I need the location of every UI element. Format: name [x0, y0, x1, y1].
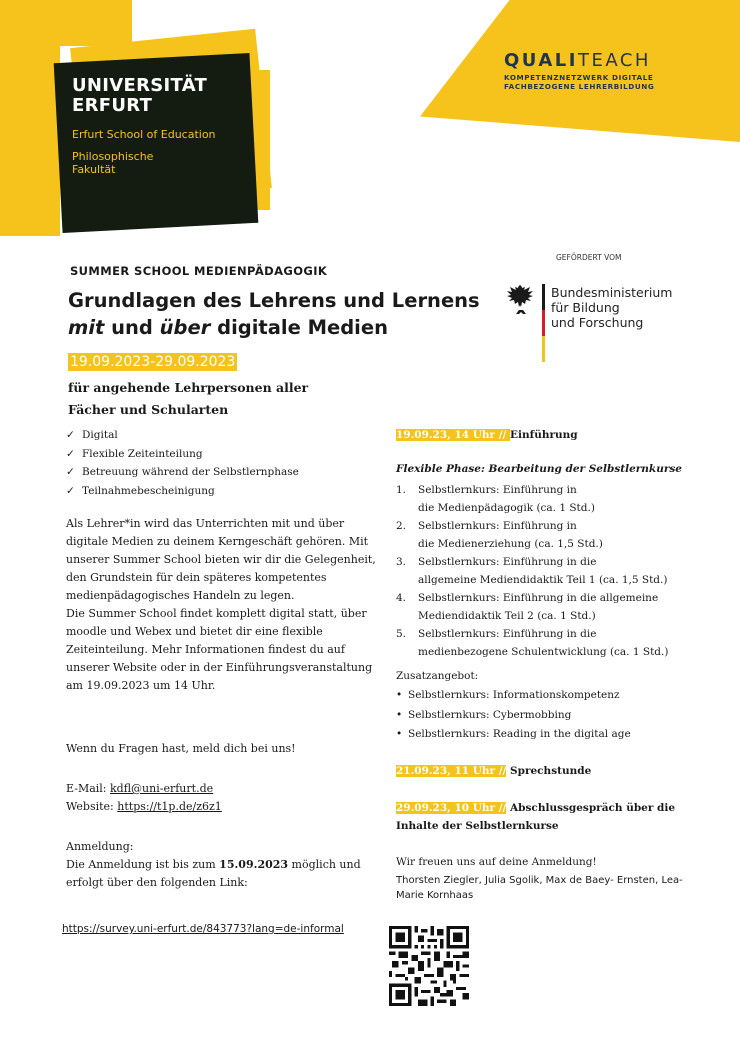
extra-label-text: Selbstlernkurs: Informationskompetenz — [408, 689, 620, 701]
format-text: Die Summer School findet komplett digital statt, über moodle und Webex und bietet dir eine flexible Zeiteinteilung. Mehr Informationen findest du auf unserer Website oder in der Einführungsveranstaltung am 19.09.2023 um 14 Uhr. — [66, 607, 373, 692]
check-icon: ✓ — [66, 447, 75, 460]
email-line — [66, 780, 382, 798]
course-item — [396, 589, 716, 625]
registration-deadline: 15.09.2023 — [219, 858, 289, 871]
faculty-name: Philosophische Fakultät — [72, 150, 154, 176]
course-text: Selbstlernkurs: Einführung in die Medienerziehung (ca. 1,5 Std.) — [418, 520, 603, 550]
course-number: 4. — [396, 592, 407, 604]
feature-item — [66, 463, 299, 482]
registration-pre: Die Anmeldung ist bis zum — [66, 858, 220, 871]
feature-list — [66, 426, 299, 500]
title-rest: digitale Medien — [210, 316, 388, 339]
registration-block — [66, 838, 382, 892]
bullet-icon: • — [396, 689, 403, 701]
check-icon: ✓ — [66, 429, 75, 441]
feature-item — [66, 426, 299, 445]
feature-label: Flexible Zeiteinteilung — [82, 447, 203, 460]
final-date: 29.09.23, 10 Uhr // — [396, 802, 507, 814]
feature-label: Betreuung während der Selbstlernphase — [82, 466, 299, 478]
title-und: und — [104, 316, 160, 339]
university-logo — [72, 76, 216, 176]
feature-label: Digital — [82, 429, 118, 441]
title-ueber: über — [159, 316, 211, 339]
qualiteach-title-thin: TEACH — [577, 50, 651, 71]
course-item — [396, 553, 716, 589]
course-text: Selbstlernkurs: Einführung in die medienbezogene Schulentwicklung (ca. 1 Std.) — [418, 628, 669, 658]
course-list — [396, 481, 716, 661]
intro-label: Einführung — [510, 429, 578, 441]
consult-date: 21.09.23, 11 Uhr // — [396, 765, 507, 777]
feature-item — [66, 445, 299, 464]
event-kicker: SUMMER SCHOOL MEDIENPÄDAGOGIK — [70, 264, 328, 278]
german-flag-bar — [542, 284, 545, 362]
course-text: Selbstlernkurs: Einführung in die Medienpädagogik (ca. 1 Std.) — [418, 484, 595, 514]
intro-date: 19.09.23, 14 Uhr — [396, 429, 496, 441]
schedule-consultation — [396, 762, 716, 780]
check-icon: ✓ — [66, 466, 75, 478]
website-label: Website: — [66, 800, 118, 813]
bullet-icon: • — [396, 728, 403, 740]
audience-line1: für angehende Lehrpersonen aller — [68, 380, 309, 395]
website-line — [66, 798, 382, 816]
course-number: 5. — [396, 628, 407, 640]
audience-line2: Fächer und Schularten — [68, 402, 229, 417]
target-audience — [68, 377, 308, 421]
event-title-line1: Grundlagen des Lehrens und Lernens — [68, 289, 480, 312]
event-title-line2 — [68, 314, 480, 341]
federal-eagle-icon — [504, 282, 538, 316]
check-icon: ✓ — [66, 484, 75, 497]
funding-label: GEFÖRDERT VOM — [556, 253, 622, 262]
final-label: Abschlussgespräch über die Inhalte der Selbstlernkurse — [396, 802, 676, 832]
extra-item — [396, 686, 631, 706]
yellow-shape-top — [56, 0, 132, 46]
course-item — [396, 625, 716, 661]
schedule-intro — [396, 426, 716, 444]
course-item — [396, 517, 716, 553]
extra-list — [396, 686, 631, 745]
qualiteach-logo — [504, 50, 654, 91]
extra-item — [396, 725, 631, 745]
course-number: 1. — [396, 484, 407, 496]
extra-label: Zusatzangebot: — [396, 670, 479, 682]
bullet-icon: • — [396, 708, 403, 721]
course-text: Selbstlernkurs: Einführung in die allgemeine Mediendidaktik Teil 1 (ca. 1,5 Std.) — [418, 556, 668, 586]
registration-text — [66, 856, 382, 892]
team-names: Thorsten Ziegler, Julia Sgolik, Max de Baey- Ernsten, Lea-Marie Kornhaas — [396, 875, 683, 901]
schedule-final — [396, 799, 696, 835]
intro-separator: // — [495, 429, 511, 441]
registration-post: möglich und erfolgt über den folgenden Link: — [66, 858, 361, 889]
school-name: Erfurt School of Education — [72, 128, 216, 141]
feature-label: Teilnahmebescheinigung — [82, 484, 215, 497]
phase-title: Flexible Phase: Bearbeitung der Selbstlernkurse — [396, 463, 682, 475]
email-link[interactable]: kdfl@uni-erfurt.de — [110, 782, 214, 795]
course-number: 3. — [396, 556, 407, 568]
event-title — [68, 287, 480, 341]
qualiteach-title — [504, 50, 654, 71]
course-number: 2. — [396, 520, 407, 532]
consult-label: Sprechstunde — [506, 765, 592, 777]
qualiteach-title-bold: QUALI — [504, 50, 578, 71]
extra-label-text: Selbstlernkurs: Reading in the digital age — [408, 728, 631, 740]
yellow-shape-left — [0, 0, 60, 236]
qualiteach-subtitle: KOMPETENZNETZWERK DIGITALE FACHBEZOGENE LEHRERBILDUNG — [504, 73, 655, 91]
university-name: UNIVERSITÄT ERFURT — [72, 75, 208, 116]
extra-label-text: Selbstlernkurs: Cybermobbing — [408, 708, 572, 721]
closing-text: Wir freuen uns auf deine Anmeldung! — [396, 856, 597, 868]
ministry-name: Bundesministerium für Bildung und Forschung — [551, 285, 673, 330]
email-label: E-Mail: — [66, 782, 111, 795]
registration-qr-code[interactable] — [389, 926, 469, 1006]
extra-item — [396, 706, 631, 726]
title-mit: mit — [68, 316, 105, 339]
questions-text: Wenn du Fragen hast, meld dich bei uns! — [66, 742, 296, 755]
registration-heading: Anmeldung: — [66, 840, 134, 853]
intro-text: Als Lehrer*in wird das Unterrichten mit und über digitale Medien zu deinem Kerngeschäft gehören. Mit unserer Summer School bieten wir dir die Gelegenheit, den Grundstein für dein späteres kompetentes medienpädagogisches Handeln zu legen. — [66, 517, 376, 602]
intro-paragraph — [66, 515, 382, 695]
website-link[interactable]: https://t1p.de/z6z1 — [117, 800, 222, 813]
course-text: Selbstlernkurs: Einführung in die allgemeine Mediendidaktik Teil 2 (ca. 1 Std.) — [418, 592, 659, 622]
course-item — [396, 481, 716, 517]
registration-link[interactable]: https://survey.uni-erfurt.de/843773?lang=de-informal — [62, 923, 344, 935]
feature-item — [66, 482, 299, 501]
contact-block — [66, 780, 382, 816]
event-dates: 19.09.2023-29.09.2023 — [70, 354, 236, 370]
